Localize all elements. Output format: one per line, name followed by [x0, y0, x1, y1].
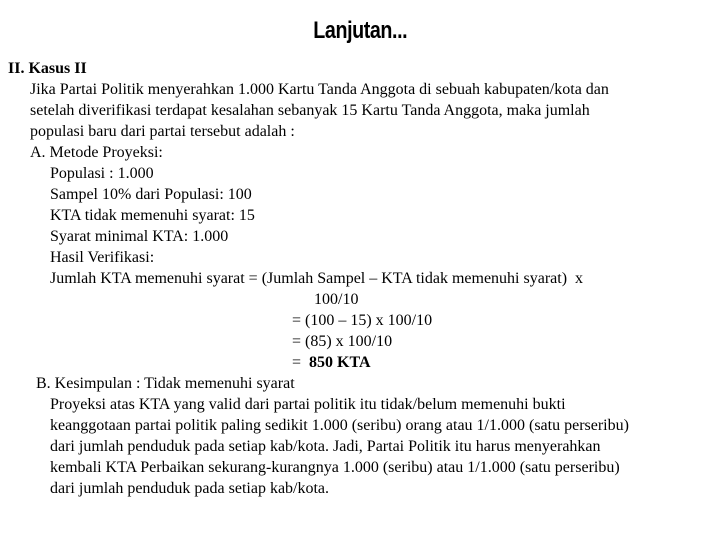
text-segment: Syarat minimal KTA: 1.000	[50, 228, 229, 245]
text-line	[0, 100, 720, 121]
slide-title	[0, 17, 720, 45]
text-line	[0, 415, 720, 436]
slide-body	[0, 58, 720, 499]
text-segment: Proyeksi atas KTA yang valid dari partai politik itu tidak/belum memenuhi bukti	[50, 396, 566, 413]
text-segment: populasi baru dari partai tersebut adalah :	[30, 123, 295, 140]
text-line	[0, 331, 720, 352]
text-segment: kembali KTA Perbaikan sekurang-kurangnya 1.000 (seribu) atau 1/1.000 (satu perseribu)	[50, 459, 620, 476]
text-line	[0, 205, 720, 226]
text-line	[0, 58, 720, 79]
text-segment: Populasi : 1.000	[50, 165, 154, 182]
text-line	[0, 289, 720, 310]
text-segment: = (85) x 100/10	[292, 333, 393, 350]
text-segment: dari jumlah penduduk pada setiap kab/kota.	[50, 480, 330, 497]
text-line	[0, 226, 720, 247]
text-segment: Jumlah KTA memenuhi syarat = (Jumlah Sampel – KTA tidak memenuhi syarat) x	[50, 270, 584, 287]
text-segment: dari jumlah penduduk pada setiap kab/kota. Jadi, Partai Politik itu harus menyerahkan	[50, 438, 601, 455]
text-segment: II. Kasus II	[8, 60, 87, 77]
text-line	[0, 394, 720, 415]
text-segment: A. Metode Proyeksi:	[30, 144, 163, 161]
text-line	[0, 163, 720, 184]
text-line	[0, 184, 720, 205]
text-line	[0, 457, 720, 478]
text-segment: keanggotaan partai politik paling sedikit 1.000 (seribu) orang atau 1/1.000 (satu perseribu)	[50, 417, 629, 434]
slide-title-text: Lanjutan...	[313, 17, 407, 44]
text-segment: 100/10	[314, 291, 359, 308]
text-segment: Hasil Verifikasi:	[50, 249, 155, 266]
text-line	[0, 268, 720, 289]
text-line	[0, 352, 720, 373]
text-segment: B. Kesimpulan : Tidak memenuhi syarat	[36, 375, 295, 392]
text-line	[0, 310, 720, 331]
text-segment: Jika Partai Politik menyerahkan 1.000 Kartu Tanda Anggota di sebuah kabupaten/kota dan	[30, 81, 609, 98]
text-line	[0, 373, 720, 394]
text-segment: = (100 – 15) x 100/10	[292, 312, 433, 329]
text-segment: setelah diverifikasi terdapat kesalahan sebanyak 15 Kartu Tanda Anggota, maka jumlah	[30, 102, 590, 119]
text-segment: =	[292, 354, 310, 371]
text-line	[0, 79, 720, 100]
text-line	[0, 142, 720, 163]
text-line	[0, 478, 720, 499]
text-line	[0, 247, 720, 268]
text-line	[0, 436, 720, 457]
text-segment: 850 KTA	[309, 354, 371, 371]
text-line	[0, 121, 720, 142]
text-segment: KTA tidak memenuhi syarat: 15	[50, 207, 255, 224]
text-segment: Sampel 10% dari Populasi: 100	[50, 186, 252, 203]
